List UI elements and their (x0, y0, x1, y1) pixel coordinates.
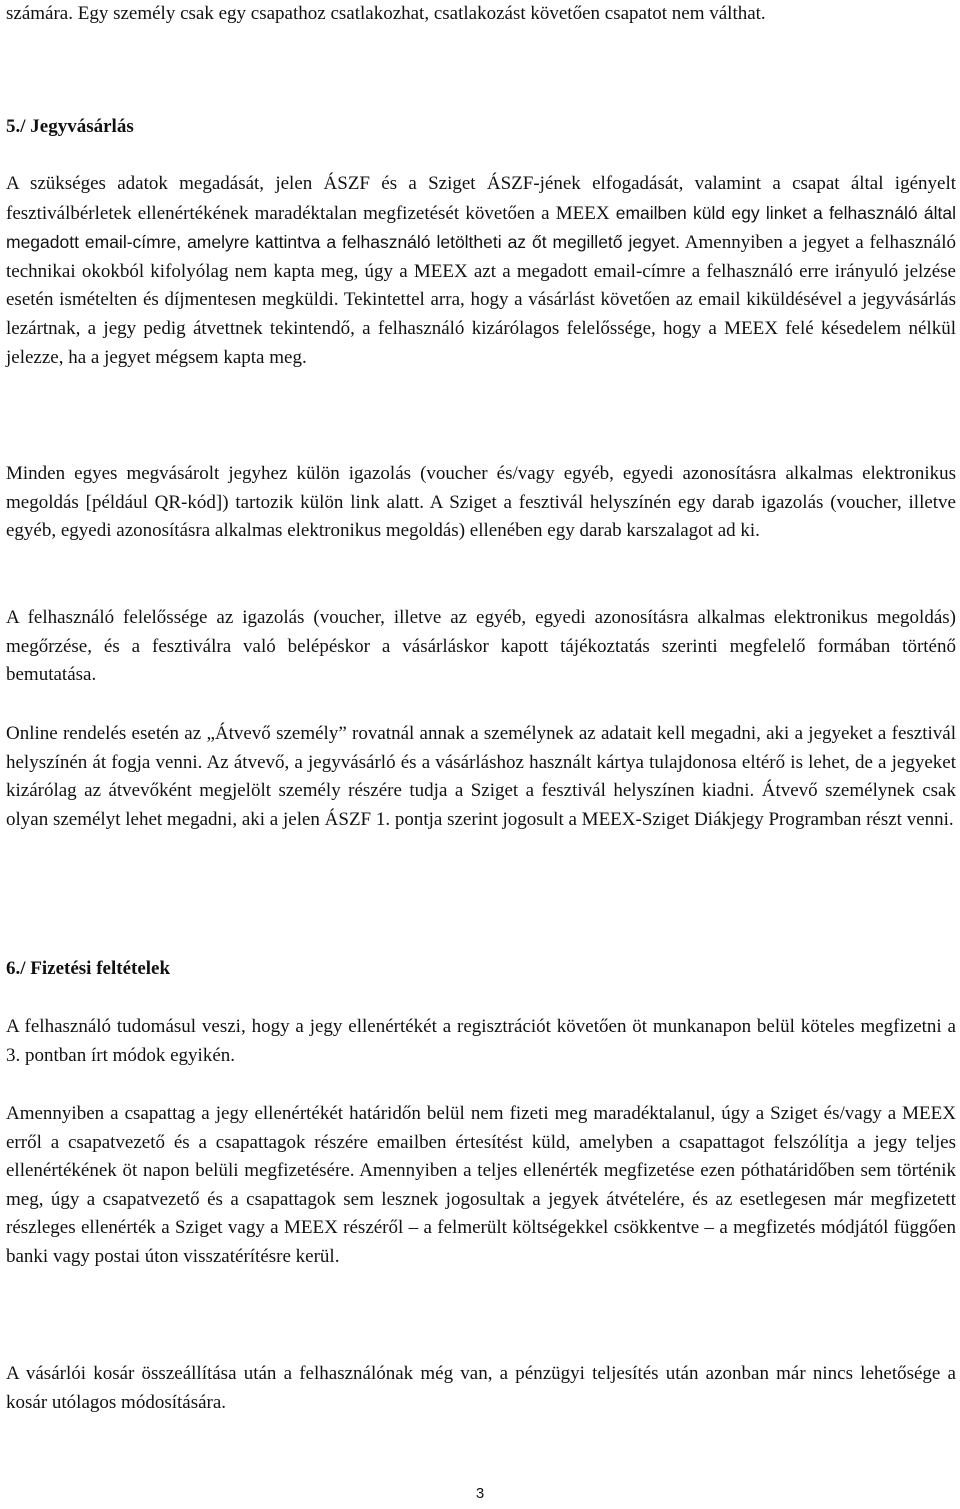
section-5-heading: 5./ Jegyvásárlás (6, 116, 134, 137)
section-6-paragraph-2: Amennyiben a csapattag a jegy ellenértékét határidőn belül nem fizeti meg maradéktalanul, úgy a Sziget és/vagy a MEEX erről a csapatvezető és a csapattagok részére emailben értesítést küld, amelyben a csapattagot felszólítja a jegy teljes ellenértékének öt napon belüli megfizetésére. Amennyiben a teljes ellenérték megfizetése ezen póthatáridőben sem történik meg, úgy a csapatvezető és a csapattagok sem lesznek jogosultak a jegyek átvételére, és az esetlegesen már megfizetett részleges ellenérték a Sziget vagy a MEEX részéről – a felmerült költségekkel csökkentve – a megfizetés módjától függően banki vagy postai úton visszatérítésre kerül. (6, 1103, 956, 1267)
section-5-paragraph-3: A felhasználó felelőssége az igazolás (voucher, illetve az egyéb, egyedi azonosításra alkalmas elektronikus megoldás) megőrzése, és a fesztiválra való belépéskor a vásárláskor kapott tájékoztatás szerinti megfelelő formában történő bemutatása. (6, 607, 956, 686)
section-6-paragraph-3: A vásárlói kosár összeállítása után a felhasználónak még van, a pénzügyi teljesítés után azonban már nincs lehetősége a kosár utólagos módosítására. (6, 1363, 956, 1413)
page-number: 3 (475, 1485, 485, 1502)
section-5-paragraph-1-email-sentence: emailben küld egy linket a felhasználó által megadott email-címre, amelyre kattintva a felhasználó letöltheti az őt megillető jegyet. (6, 202, 956, 253)
section-5-paragraph-4: Online rendelés esetén az „Átvevő személy” rovatnál annak a személynek az adatait kell megadni, aki a jegyeket a fesztivál helyszínén át fogja venni. Az átvevő, a jegyvásárló és a vásárláshoz használt kártya tulajdonosa eltérő is lehet, de a jegyeket kizárólag az átvevőként megjelölt személy részére tudja a Sziget a fesztivál helyszínen kiadni. Átvevő személynek csak olyan személyt lehet megadni, aki a jelen ÁSZF 1. pontja szerint jogosult a MEEX-Sziget Diákjegy Programban részt venni. (6, 723, 956, 830)
section-5-paragraph-1 (6, 170, 956, 372)
section-5-paragraph-2: Minden egyes megvásárolt jegyhez külön igazolás (voucher és/vagy egyéb, egyedi azonosításra alkalmas elektronikus megoldás [például QR-kód]) tartozik külön link alatt. A Sziget a fesztivál helyszínén egy darab igazolás (voucher, illetve egyéb, egyedi azonosításra alkalmas elektronikus megoldás) ellenében egy darab karszalagot ad ki. (6, 463, 956, 542)
intro-paragraph: számára. Egy személy csak egy csapathoz csatlakozhat, csatlakozást követően csapatot nem válthat. (6, 3, 766, 24)
section-6-heading: 6./ Fizetési feltételek (6, 958, 171, 979)
section-5-paragraph-1-rest: Amennyiben a jegyet a felhasználó technikai okokból kifolyólag nem kapta meg, úgy a MEEX azt a megadott email-címre a felhasználó erre irányuló jelzése esetén ismételten és díjmentesen megküldi. Tekintettel arra, hogy a vásárlást követően az email kiküldésével a jegyvásárlás lezártnak, a jegy pedig átvettnek tekintendő, a felhasználó kizárólagos felelőssége, hogy a MEEX felé késedelem nélkül jelezze, ha a jegyet mégsem kapta meg. (6, 232, 956, 368)
section-6-paragraph-1: A felhasználó tudomásul veszi, hogy a jegy ellenértékét a regisztrációt követően öt munkanapon belül köteles megfizetni a 3. pontban írt módok egyikén. (6, 1016, 956, 1066)
section-5-paragraph-1-start: A szükséges adatok megadását, jelen ÁSZF és a Sziget ÁSZF-jének elfogadását, valamint a csapat által igényelt fesztiválbérletek ellenértékének maradéktalan megfizetését követően a MEEX (6, 173, 956, 224)
